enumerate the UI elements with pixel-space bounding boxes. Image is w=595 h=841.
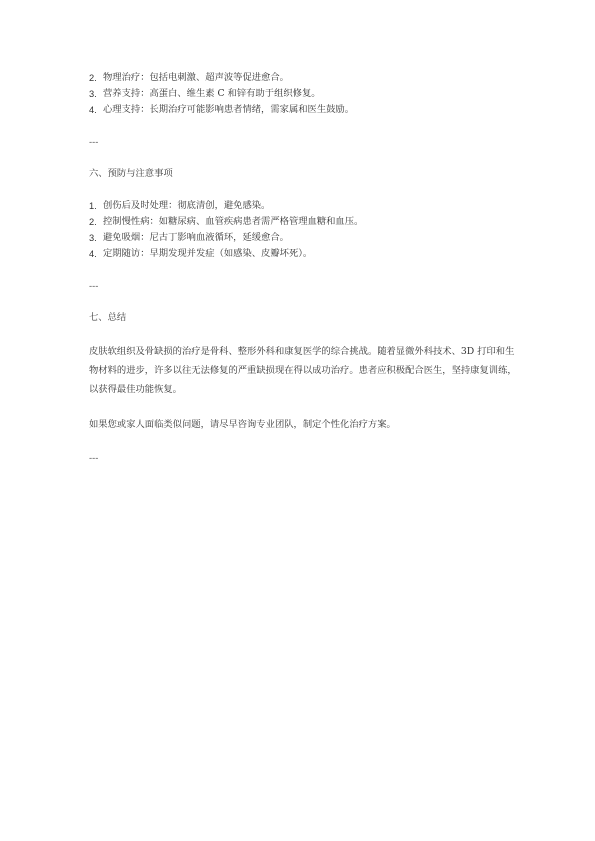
section-heading: 七、总结	[89, 312, 127, 323]
list-item	[89, 70, 519, 86]
list-text: 创伤后及时处理：彻底清创，避免感染。	[103, 200, 271, 211]
list-number: 4.	[89, 249, 97, 259]
list-number: 1.	[89, 201, 97, 211]
document-page	[89, 70, 519, 466]
list-number: 3.	[89, 89, 97, 99]
list-item	[89, 102, 519, 118]
separator: ---	[89, 281, 99, 291]
section-heading: 六、预防与注意事项	[89, 168, 173, 179]
list-item	[89, 230, 519, 246]
list-item	[89, 246, 519, 262]
list-text: 物理治疗：包括电刺激、超声波等促进愈合。	[103, 72, 289, 83]
list-number: 4.	[89, 105, 97, 115]
list-number: 2.	[89, 73, 97, 83]
list-text: 心理支持：长期治疗可能影响患者情绪，需家属和医生鼓励。	[103, 104, 355, 115]
list-text: 避免吸烟：尼古丁影响血液循环，延缓愈合。	[103, 232, 289, 243]
summary-paragraph: 皮肤软组织及骨缺损的治疗是骨科、整形外科和康复医学的综合挑战。随着显微外科技术、3D 打印和生物材料的进步，许多以往无法修复的严重缺损现在得以成功治疗。患者应积极配合医生，坚持康复训练，以获得最佳功能恢复。	[89, 346, 517, 395]
list-item	[89, 86, 519, 102]
list-number: 3.	[89, 233, 97, 243]
list-number: 2.	[89, 217, 97, 227]
separator: ---	[89, 137, 99, 147]
list-item	[89, 198, 519, 214]
treatment-list-tail	[89, 70, 519, 118]
prevention-list	[89, 198, 519, 262]
list-text: 营养支持：高蛋白、维生素 C 和锌有助于组织修复。	[103, 88, 321, 99]
advice-paragraph: 如果您或家人面临类似问题，请尽早咨询专业团队，制定个性化治疗方案。	[89, 419, 396, 430]
list-text: 控制慢性病：如糖尿病、血管疾病患者需严格管理血糖和血压。	[103, 216, 364, 227]
list-text: 定期随访：早期发现并发症（如感染、皮瓣坏死）。	[103, 248, 313, 259]
list-item	[89, 214, 519, 230]
separator: ---	[89, 453, 99, 463]
